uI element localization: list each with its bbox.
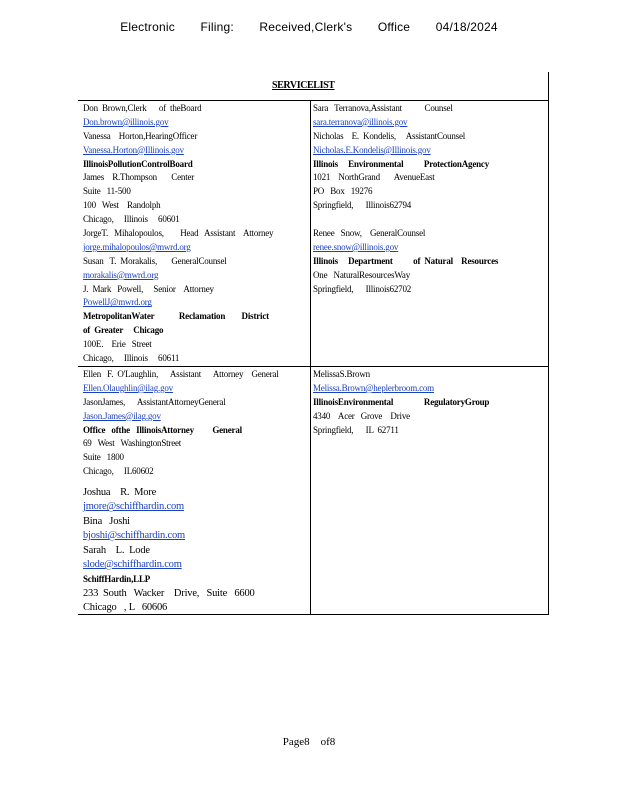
organization-name: Illinois Environmental ProtectionAgency <box>313 158 490 169</box>
page-footer <box>0 736 618 748</box>
stamp-word: Office <box>377 20 411 34</box>
address-line: Susan T. Morakalis, GeneralCounsel <box>83 255 227 266</box>
stamp-word: Filing: <box>200 20 234 34</box>
email-link[interactable]: bjoshi@schiffhardin.com <box>83 530 185 542</box>
address-line: JorgeT. Mihalopoulos, Head Assistant Attorney <box>83 228 274 239</box>
address-line: JasonJames, AssistantAttorneyGeneral <box>83 396 226 407</box>
address-line: 100 West Randolph <box>83 200 161 211</box>
address-line: Springfield, Illinois62702 <box>313 283 412 294</box>
email-link[interactable]: Vanessa.Horton@Illinois.gov <box>83 144 184 155</box>
electronic-filing-stamp <box>0 20 618 34</box>
column-divider <box>310 100 311 366</box>
address-line: MelissaS.Brown <box>313 369 370 379</box>
address-line: Chicago, Illinois 60601 <box>83 214 180 225</box>
email-link[interactable]: renee.snow@illinois.gov <box>313 241 399 252</box>
address-line: Ellen F. O'Laughlin, Assistant Attorney General <box>83 369 279 379</box>
address-line: PO Box 19276 <box>313 186 373 197</box>
email-link[interactable]: Jason.James@ilag.gov <box>83 410 161 421</box>
service-block-ierg <box>313 368 489 437</box>
address-line: Vanessa Horton,HearingOfficer <box>83 130 198 141</box>
address-line: Springfield, Illinois62794 <box>313 200 412 211</box>
organization-name: Illinois Department of Natural Resources <box>313 255 499 266</box>
address-line: 100E. Erie Street <box>83 339 152 350</box>
email-link[interactable]: Nicholas.E.Kondelis@Illinois.gov <box>313 144 431 155</box>
organization-name: IllinoisPollutionControlBoard <box>83 158 193 169</box>
address-line: 1021 NorthGrand AvenueEast <box>313 172 435 183</box>
service-block-schiff-hardin <box>83 486 255 616</box>
address-line: 233 South Wacker Drive, Suite 6600 <box>83 587 255 599</box>
email-link[interactable]: Ellen.Olaughlin@ilag.gov <box>83 382 173 393</box>
service-block-attorney-general <box>83 368 279 479</box>
column-divider <box>310 366 311 614</box>
email-link[interactable]: jorge.mihalopoulos@mwrd.org <box>83 241 191 252</box>
address-line: James R.Thompson Center <box>83 172 195 183</box>
organization-name: MetropolitanWater Reclamation District <box>83 311 269 322</box>
stamp-word: Received,Clerk's <box>259 20 353 34</box>
service-list-title: SERVICELIST <box>272 80 335 91</box>
address-line: 69 West WashingtonStreet <box>83 438 182 449</box>
organization-name: IllinoisEnvironmental RegulatoryGroup <box>313 396 490 407</box>
organization-name: SchiffHardin,LLP <box>83 574 151 585</box>
address-line: Suite 1800 <box>83 452 124 463</box>
service-block-pcb-mwrd <box>83 102 273 366</box>
organization-name: Office ofthe IllinoisAttorney General <box>83 424 242 435</box>
address-line <box>313 213 498 227</box>
address-line: Sarah L. Lode <box>83 544 150 556</box>
address-line: Suite 11-500 <box>83 186 131 197</box>
address-line: Chicago, Illinois 60611 <box>83 353 180 364</box>
table-middle-rule <box>78 366 549 367</box>
address-line: One NaturalResourcesWay <box>313 269 410 280</box>
organization-name: of Greater Chicago <box>83 325 164 336</box>
address-line: Chicago , L 60606 <box>83 602 168 614</box>
stamp-word: 04/18/2024 <box>435 20 498 34</box>
address-line: Sara Terranova,Assistant Counsel <box>313 103 453 113</box>
address-line: Nicholas E. Kondelis, AssistantCounsel <box>313 130 466 141</box>
service-block-iepa-idnr <box>313 102 498 296</box>
address-line: Don Brown,Clerk of theBoard <box>83 103 202 113</box>
address-line: Joshua R. More <box>83 487 157 498</box>
address-line: Springfield, IL 62711 <box>313 424 399 435</box>
table-right-border <box>548 72 549 615</box>
email-link[interactable]: slode@schiffhardin.com <box>83 558 182 570</box>
address-line: Bina Joshi <box>83 515 130 527</box>
page-total: of8 <box>320 736 336 748</box>
email-link[interactable]: sara.terranova@illinois.gov <box>313 116 408 127</box>
address-line: Renee Snow, GeneralCounsel <box>313 228 426 239</box>
address-line: Chicago, IL60602 <box>83 466 154 477</box>
page-number: Page8 <box>282 736 310 748</box>
email-link[interactable]: morakalis@mwrd.org <box>83 269 159 280</box>
table-top-rule <box>78 100 549 101</box>
email-link[interactable]: jmore@schiffhardin.com <box>83 501 185 513</box>
address-line: 4340 Acer Grove Drive <box>313 410 410 421</box>
address-line: J. Mark Powell, Senior Attorney <box>83 283 214 294</box>
email-link[interactable]: PowellJ@mwrd.org <box>83 297 152 308</box>
stamp-word: Electronic <box>120 20 175 34</box>
email-link[interactable]: Don.brown@illinois.gov <box>83 116 169 127</box>
email-link[interactable]: Melissa.Brown@heplerbroom.com <box>313 382 434 393</box>
